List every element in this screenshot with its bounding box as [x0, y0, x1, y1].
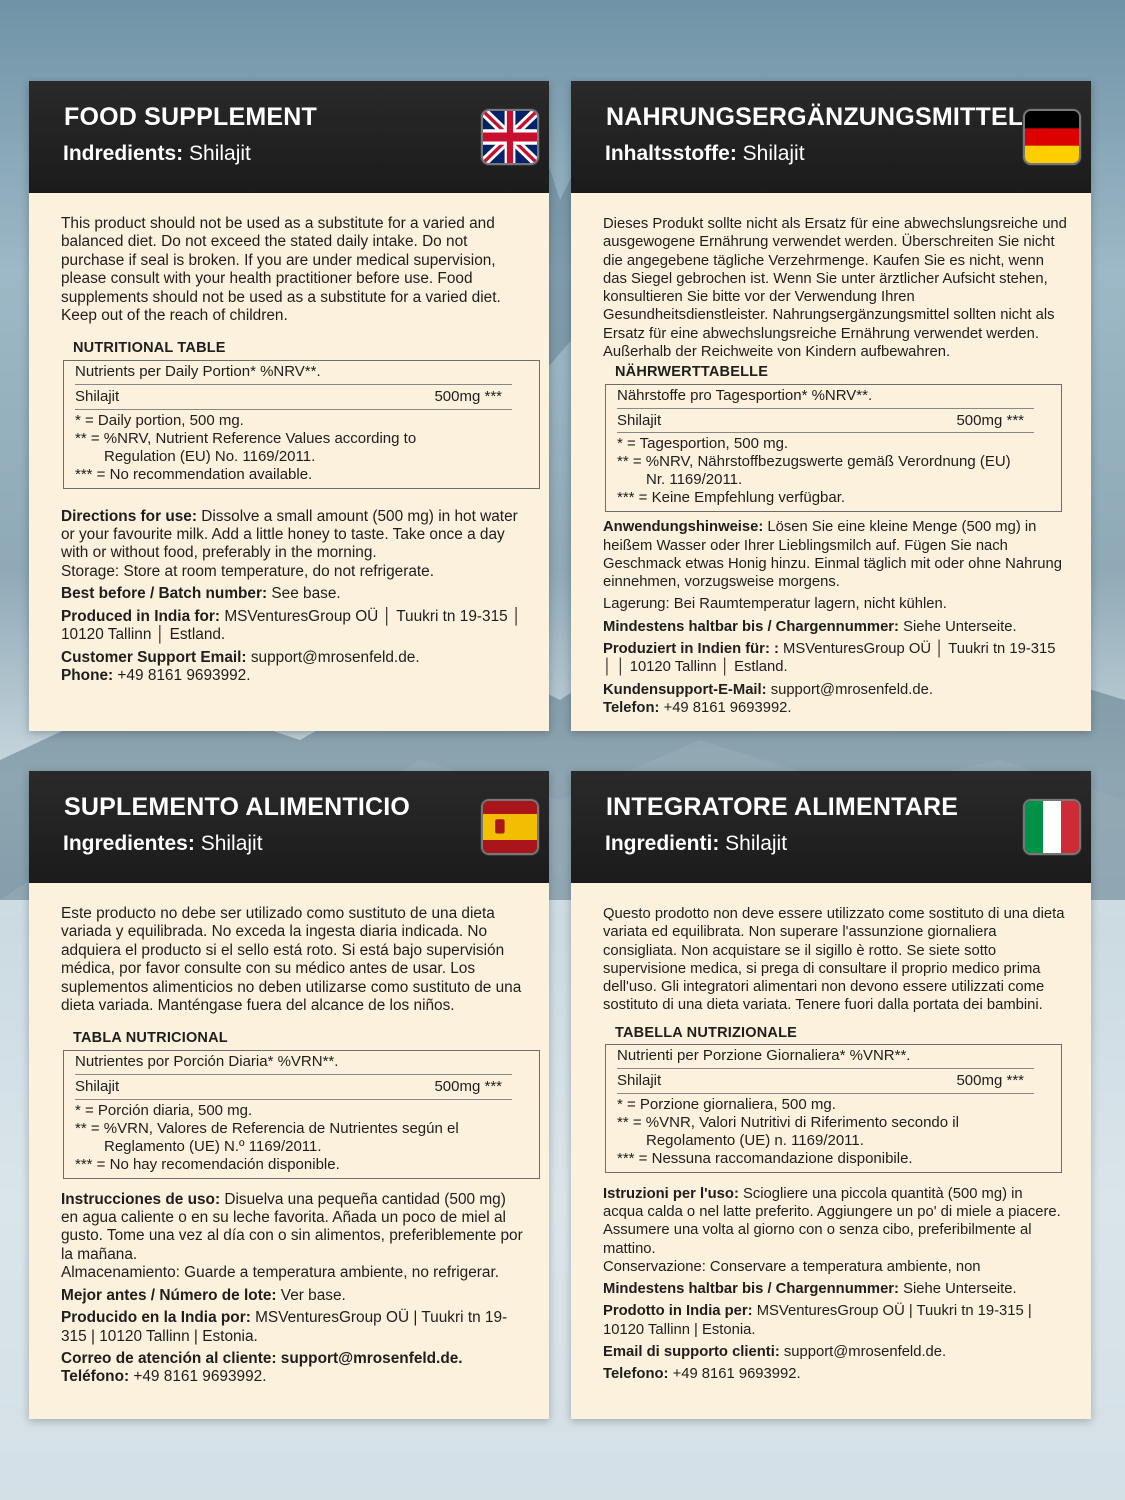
support-text: support@mrosenfeld.de. [779, 1344, 947, 1361]
footnote-2: ** = %VRN, Valores de Referencia de Nutrientes según el [75, 1119, 459, 1137]
footnote-2: ** = %NRV, Nährstoffbezugswerte gemäß Verordnung (EU) [617, 453, 1011, 471]
footnote-1: * = Tagesportion, 500 mg. [617, 435, 789, 453]
directions [603, 1185, 1067, 1258]
phone-label: Telefon: [603, 699, 660, 716]
best-before-label: Mindestens haltbar bis / Chargennummer: [603, 1281, 899, 1298]
nutrient-name: Shilajit [617, 411, 662, 429]
panel-italian [571, 771, 1091, 1419]
phone [603, 699, 1067, 717]
phone-label: Phone: [61, 666, 114, 684]
ingredients-label: Ingredientes: [63, 832, 195, 855]
phone-text: +49 8161 9693992. [129, 1368, 267, 1386]
footnotes [617, 435, 1049, 507]
panel-header [29, 771, 549, 883]
footnote-3: *** = No hay recomendación disponible. [75, 1155, 340, 1173]
directions-label: Istruzioni per l'uso: [603, 1185, 739, 1202]
nutrition-table-title: NÄHRWERTTABELLE [615, 364, 769, 381]
best-before-text: Ver base. [276, 1286, 346, 1304]
panel-english [29, 81, 549, 731]
best-before-label: Best before / Batch number: [61, 585, 268, 603]
panel-title: INTEGRATORE ALIMENTARE [606, 793, 959, 821]
ingredients-line [63, 832, 263, 856]
nutrition-table [605, 384, 1062, 513]
produced-label: Produziert in Indien für: : [603, 641, 779, 658]
phone [61, 667, 525, 685]
panel-title: FOOD SUPPLEMENT [64, 103, 318, 131]
panel-header [571, 771, 1091, 883]
produced-text: MSVenturesGroup OÜ | Tuukri tn 19-315 | 10120 Tallinn | Estonia. [603, 1303, 1032, 1338]
nutrient-name: Shilajit [75, 388, 120, 406]
produced-label: Prodotto in India per: [603, 1303, 753, 1320]
support-text: support@mrosenfeld.de. [276, 1349, 463, 1367]
footnote-3: *** = Nessuna raccomandazione disponibile. [617, 1149, 913, 1167]
best-before-label: Mejor antes / Número de lote: [61, 1286, 277, 1304]
intro-text: Dieses Produkt sollte nicht als Ersatz für eine abwechslungsreiche und ausgewogene Ernährung verwendet werden. Überschreiten Sie nicht die angegebene tägliche Verzehrmenge. Kaufen Sie es nicht, wenn das Siegel gebrochen ist. Wenn Sie unter ärztlicher Aufsicht stehen, konsultieren Sie bitte vor der Verwendung Ihren Gesundheitsdienstleister. Nahrungsergänzungsmittel sollten nicht als Ersatz für eine abwechslungsreiche Ernährung verwendet werden. Außerhalb der Reichweite von Kindern aufbewahren. [603, 216, 1067, 361]
nutrient-name: Shilajit [75, 1078, 120, 1096]
best-before-text: See base. [267, 585, 341, 603]
phone [61, 1368, 525, 1386]
nutrition-table-title: TABLA NUTRICIONAL [73, 1030, 228, 1047]
table-header: Nutrients per Daily Portion* %NRV**. [75, 363, 512, 385]
best-before-label: Mindestens haltbar bis / Chargennummer: [603, 618, 899, 635]
support-label: Kundensupport-E-Mail: [603, 681, 767, 698]
support-email [61, 649, 525, 667]
directions-block [61, 1191, 525, 1387]
produced-label: Producido en la India por: [61, 1309, 251, 1327]
footnote-2-cont: Regulation (EU) No. 1169/2011. [104, 447, 316, 465]
support-text: support@mrosenfeld.de. [246, 648, 420, 666]
support-label: Customer Support Email: [61, 648, 247, 666]
produced-text: MSVenturesGroup OÜ │ Tuukri tn 19-315 │ 10120 Tallinn │ Estland. [61, 607, 522, 644]
support-email [61, 1350, 525, 1368]
ingredients-label: Indredients: [63, 142, 184, 165]
ingredients-value: Shilajit [719, 832, 788, 855]
table-header: Nutrientes por Porción Diaria* %VRN**. [75, 1053, 512, 1075]
intro-text: Questo prodotto non deve essere utilizzato come sostituto di una dieta variata ed equilibrata. Non superare l'assunzione giornaliera consigliata. Non acquistare se il sigillo è rotto. Se siete sotto supervisione medica, si prega di consultare il proprio medico prima dell'uso. Gli integratori alimentari non devono essere utilizzati come sostituto di una dieta variata. Tenere fuori dalla portata dei bambini. [603, 906, 1065, 1014]
support-label: Email di supporto clienti: [603, 1344, 780, 1361]
directions [61, 508, 525, 563]
nutrient-value: 500mg *** [434, 1078, 502, 1096]
phone [603, 1365, 1067, 1383]
table-row [75, 385, 512, 409]
directions-block [61, 508, 525, 686]
ingredients-line [605, 142, 805, 166]
nutrient-value: 500mg *** [434, 388, 502, 406]
nutrient-value: 500mg *** [956, 411, 1024, 429]
ingredients-line [63, 142, 251, 166]
footnote-2-cont: Reglamento (UE) N.º 1169/2011. [104, 1137, 322, 1155]
best-before-text: Siehe Unterseite. [899, 1281, 1017, 1298]
directions [61, 1191, 525, 1265]
intro-text: Este producto no debe ser utilizado como sustituto de una dieta variada y equilibrada. No exceda la ingesta diaria indicada. No adquiera el producto si el sello está roto. Si está bajo supervisión médica, por favor consulte con su médico antes de usar. Los suplementos alimenticios no deben utilizarse como sustituto de una dieta variada. Manténgase fuera del alcance de los niños. [61, 905, 522, 1015]
directions-block [603, 518, 1067, 717]
table-header: Nutrienti per Porzione Giornaliera* %VNR**. [617, 1047, 1034, 1069]
best-before-text: Siehe Unterseite. [899, 618, 1017, 635]
produced-for [603, 1302, 1067, 1339]
produced-text: MSVenturesGroup OÜ | Tuukri tn 19-315 | 10120 Tallinn | Estonia. [61, 1309, 508, 1345]
best-before [61, 1287, 525, 1305]
produced-for [603, 640, 1067, 677]
ingredients-value: Shilajit [183, 142, 251, 165]
produced-for [61, 1309, 525, 1346]
ingredients-label: Inhaltsstoffe: [605, 142, 737, 165]
directions-label: Anwendungshinweise: [603, 519, 764, 536]
table-row [617, 409, 1034, 433]
uk-flag-icon [483, 111, 537, 163]
directions-text: Disuelva una pequeña cantidad (500 mg) en agua caliente o en su leche favorita. Añada un poco de miel al gusto. Tome una vez al día con o sin alimentos, preferiblemente por la mañana. [61, 1190, 523, 1263]
support-label: Correo de atención al cliente: [61, 1349, 277, 1367]
nutrition-table [63, 1050, 540, 1179]
support-text: support@mrosenfeld.de. [766, 681, 933, 698]
phone-text: +49 8161 9693992. [659, 699, 792, 716]
footnote-2-cont: Regolamento (UE) n. 1169/2011. [646, 1131, 864, 1149]
directions-block [603, 1185, 1067, 1384]
support-email [603, 1343, 1067, 1361]
footnote-2: ** = %VNR, Valori Nutritivi di Riferimento secondo il [617, 1113, 959, 1131]
phone-label: Telefono: [603, 1366, 669, 1383]
produced-for [61, 608, 525, 645]
germany-flag-icon [1025, 111, 1079, 163]
footnote-1: * = Daily portion, 500 mg. [75, 411, 244, 429]
nutrient-value: 500mg *** [956, 1072, 1024, 1090]
footnotes [75, 412, 527, 484]
nutrition-table [63, 360, 540, 489]
nutrition-table-title: TABELLA NUTRIZIONALE [615, 1024, 798, 1041]
directions-text: Dissolve a small amount (500 mg) in hot water or your favourite milk. Add a little honey to taste. Take once a day with or without food, preferably in the morning. [61, 507, 518, 562]
footnote-3: *** = Keine Empfehlung verfügbar. [617, 489, 846, 507]
table-header: Nährstoffe pro Tagesportion* %NRV**. [617, 387, 1034, 409]
phone-text: +49 8161 9693992. [668, 1366, 801, 1383]
panel-header [29, 81, 549, 193]
directions-label: Instrucciones de uso: [61, 1190, 221, 1208]
footnote-3: *** = No recommendation available. [75, 465, 313, 483]
storage: Almacenamiento: Guarde a temperatura ambiente, no refrigerar. [61, 1264, 500, 1282]
directions-label: Directions for use: [61, 507, 197, 525]
ingredients-value: Shilajit [194, 832, 263, 855]
footnote-1: * = Porción diaria, 500 mg. [75, 1101, 253, 1119]
ingredients-line [605, 832, 787, 856]
storage: Lagerung: Bei Raumtemperatur lagern, nicht kühlen. [603, 596, 947, 613]
best-before [61, 585, 525, 603]
storage: Storage: Store at room temperature, do not refrigerate. [61, 562, 434, 580]
phone-label: Teléfono: [61, 1368, 130, 1386]
directions [603, 518, 1067, 591]
best-before [603, 1280, 1067, 1298]
footnotes [617, 1096, 1049, 1168]
spain-flag-icon [483, 801, 537, 853]
storage: Conservazione: Conservare a temperatura ambiente, non [603, 1258, 981, 1275]
nutrient-name: Shilajit [617, 1072, 662, 1090]
nutrition-table [605, 1044, 1062, 1173]
table-row [75, 1075, 512, 1099]
support-email [603, 681, 1067, 699]
panel-header [571, 81, 1091, 193]
nutrition-table-title: NUTRITIONAL TABLE [73, 340, 226, 357]
panel-title: SUPLEMENTO ALIMENTICIO [64, 793, 411, 821]
intro-text: This product should not be used as a substitute for a varied and balanced diet. Do not exceed the stated daily intake. Do not purchase if seal is broken. If you are under medical supervision, please consult with your health practitioner before use. Food supplements should not be used as a substitute for a varied diet. Keep out of the reach of children. [61, 215, 501, 325]
ingredients-value: Shilajit [736, 142, 805, 165]
produced-text: MSVenturesGroup OÜ │ Tuukri tn 19-315 │ │ 10120 Tallinn │ Estland. [603, 641, 1056, 676]
directions-text: Sciogliere una piccola quantità (500 mg) in acqua calda o nel latte preferito. Aggiungere un po' di miele a piacere. Assumere una volta al giorno con o senza cibo, preferibilmente al mattino. [603, 1185, 1061, 1257]
directions-text: Lösen Sie eine kleine Menge (500 mg) in heißem Wasser oder Ihrer Lieblingsmilch auf. Fügen Sie nach Geschmack etwas Honig hinzu. Einmal täglich mit oder ohne Nahrung einnehmen, vorzugsweise morgens. [603, 519, 1062, 591]
footnote-1: * = Porzione giornaliera, 500 mg. [617, 1095, 836, 1113]
ingredients-label: Ingredienti: [605, 832, 720, 855]
footnotes [75, 1102, 527, 1174]
panel-title: NAHRUNGSERGÄNZUNGSMITTEL [606, 103, 1024, 131]
produced-label: Produced in India for: [61, 607, 221, 625]
footnote-2-cont: Nr. 1169/2011. [646, 471, 743, 489]
footnote-2: ** = %NRV, Nutrient Reference Values according to [75, 429, 417, 447]
italy-flag-icon [1025, 801, 1079, 853]
phone-text: +49 8161 9693992. [113, 666, 251, 684]
table-row [617, 1069, 1034, 1093]
panel-german [571, 81, 1091, 731]
best-before [603, 618, 1067, 636]
panel-spanish [29, 771, 549, 1419]
